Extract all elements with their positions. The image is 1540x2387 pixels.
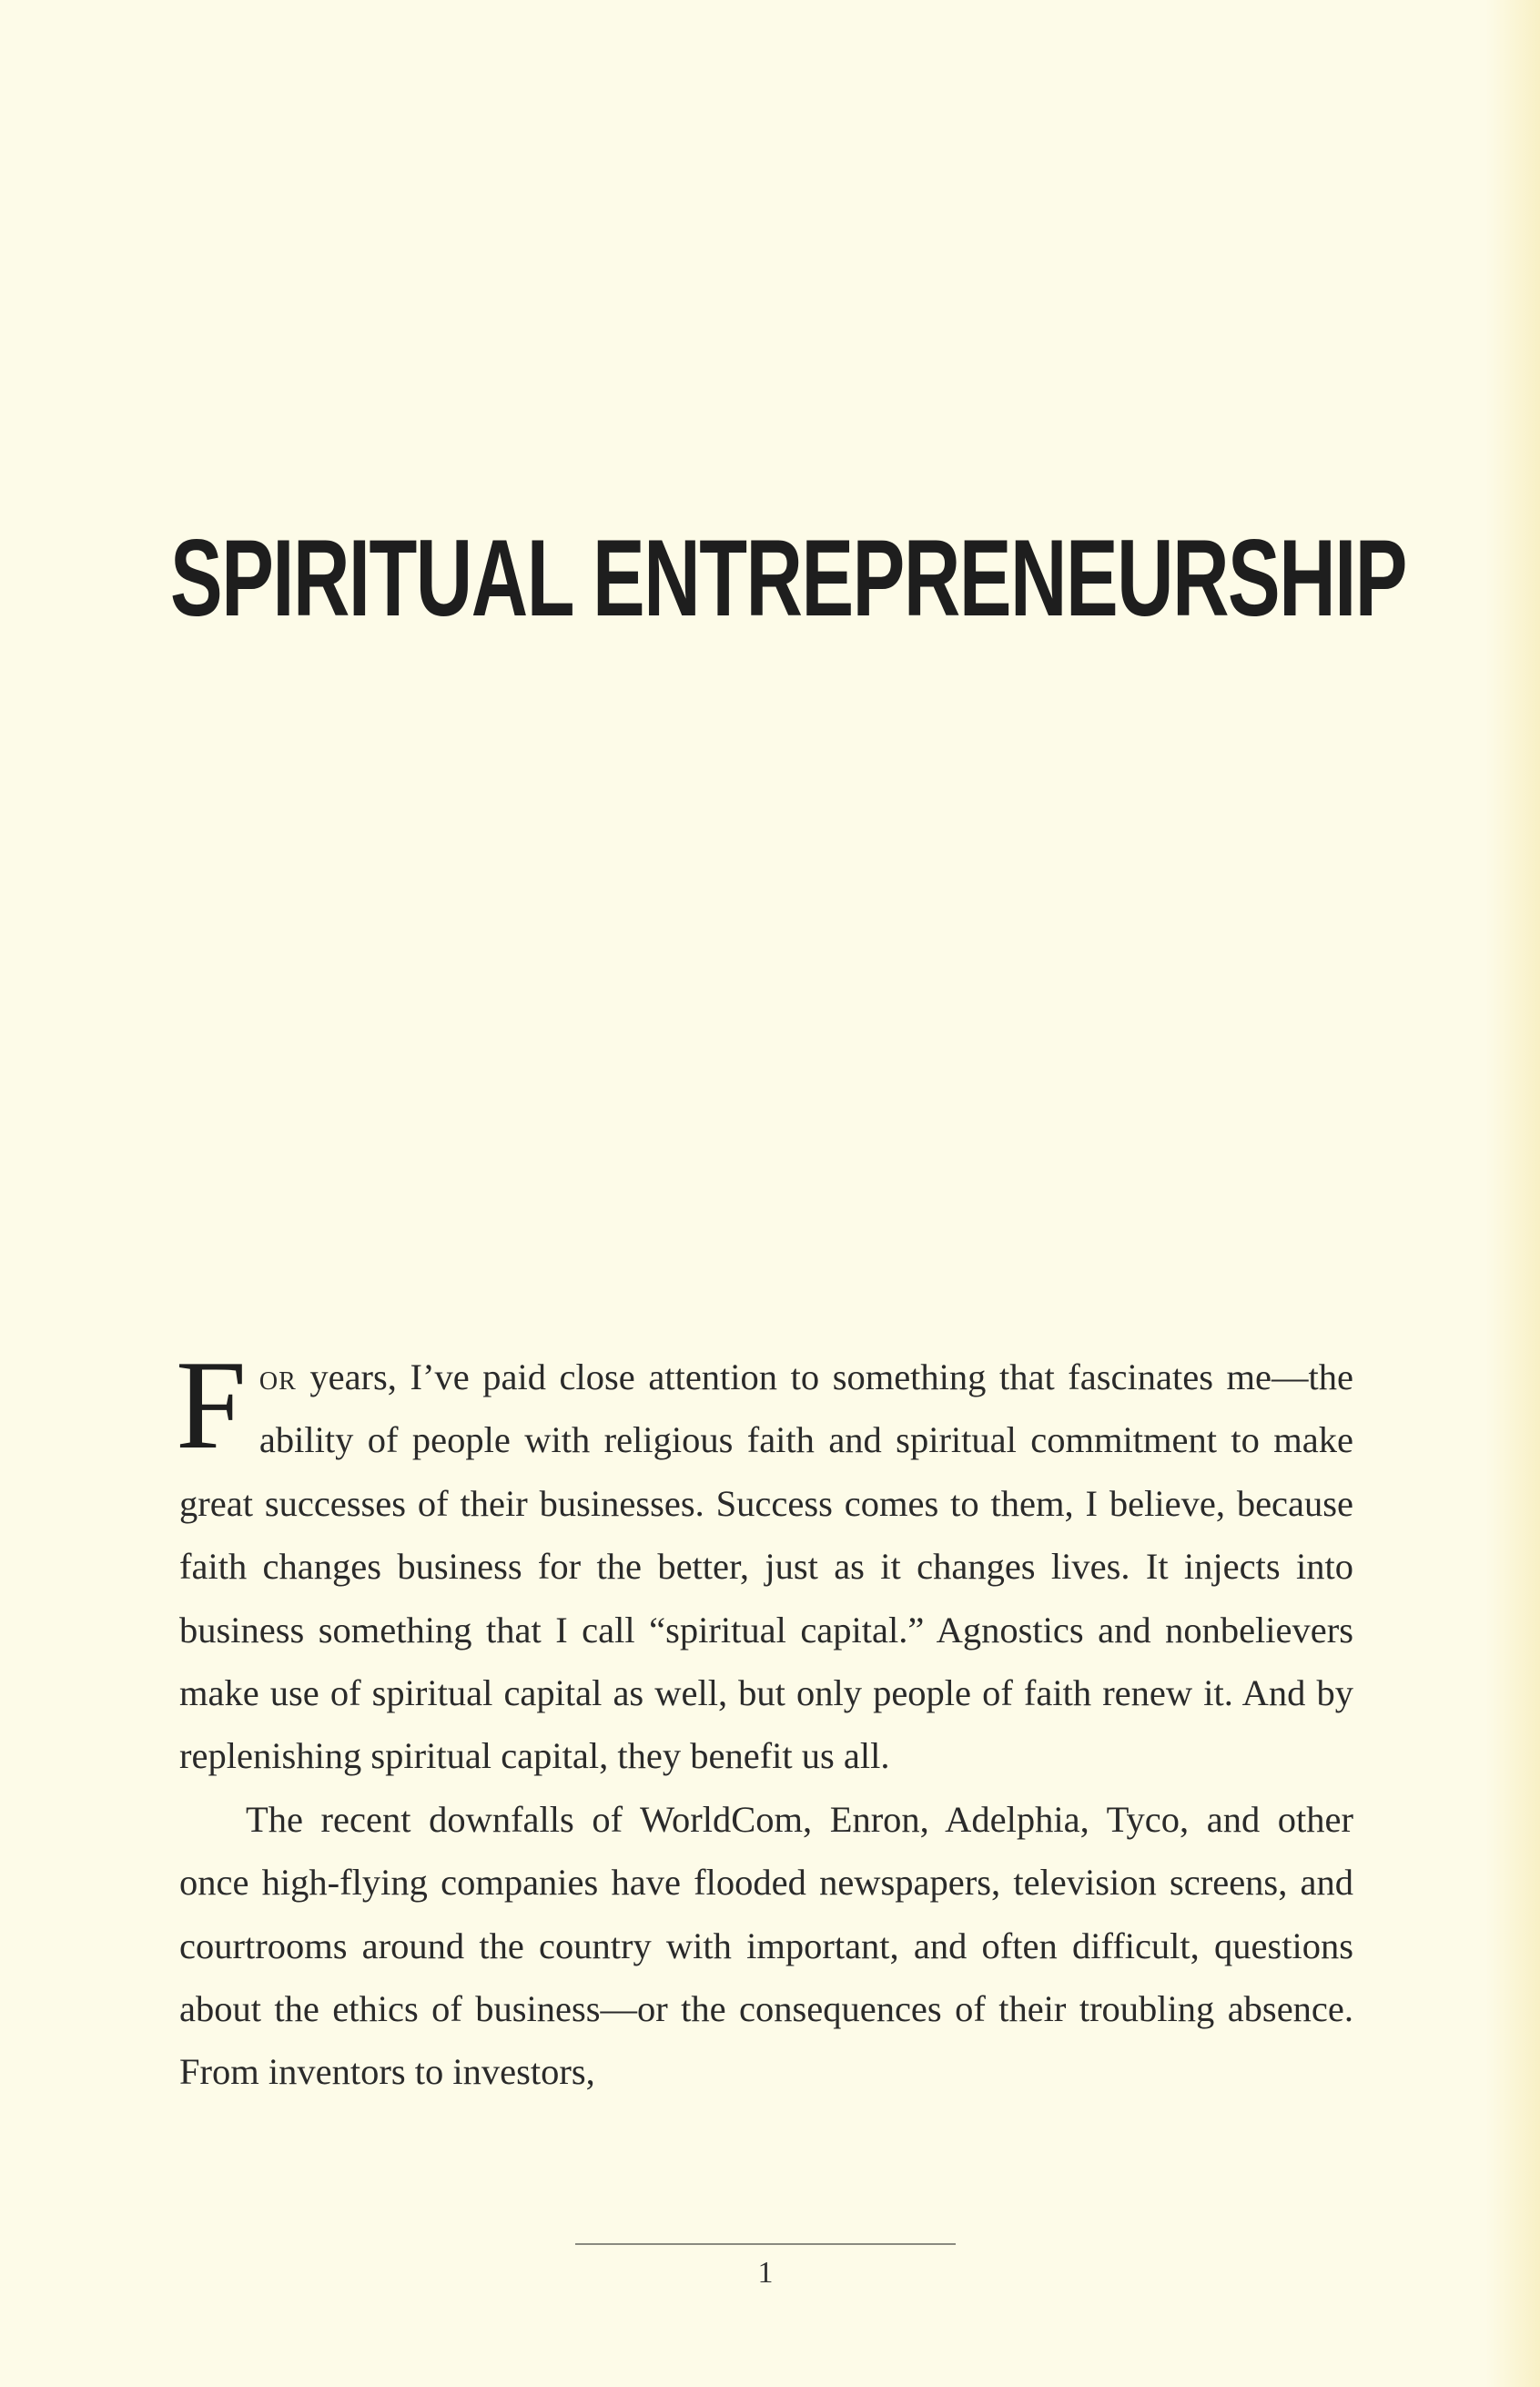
page-edge-shading bbox=[1485, 0, 1540, 2387]
paragraph-2: The recent downfalls of WorldCom, Enron, Adelphia, Tyco, and other once high-flying companies have flooded newspapers, television screens, and courtrooms around the country with important, and often difficult, questions about the ethics of business—or the consequences of their troubling absence. From inventors to investors, bbox=[179, 1798, 1353, 2093]
chapter-title: SPIRITUAL ENTREPRENEURSHIP bbox=[170, 517, 1406, 639]
drop-cap: F bbox=[176, 1335, 247, 1476]
page-number: 1 bbox=[757, 2256, 774, 2290]
body-text bbox=[176, 1335, 1353, 2104]
footer-rule bbox=[575, 2243, 956, 2245]
paragraph-1 bbox=[176, 1335, 1353, 1788]
lead-in-small-caps: or bbox=[258, 1356, 297, 1397]
paragraph-1-text: years, I’ve paid close attention to something that fascinates me—the ability of people with religious faith and spiritual commitment to make great successes of their businesses. Success comes to them, I believe, because faith changes business for the better, just as it changes lives. It injects into business something that I call “spiritual capital.” Agnostics and nonbelievers make use of spiritual capital as well, but only people of faith renew it. And by replenishing spiritual capital, they benefit us all. bbox=[179, 1356, 1353, 1777]
